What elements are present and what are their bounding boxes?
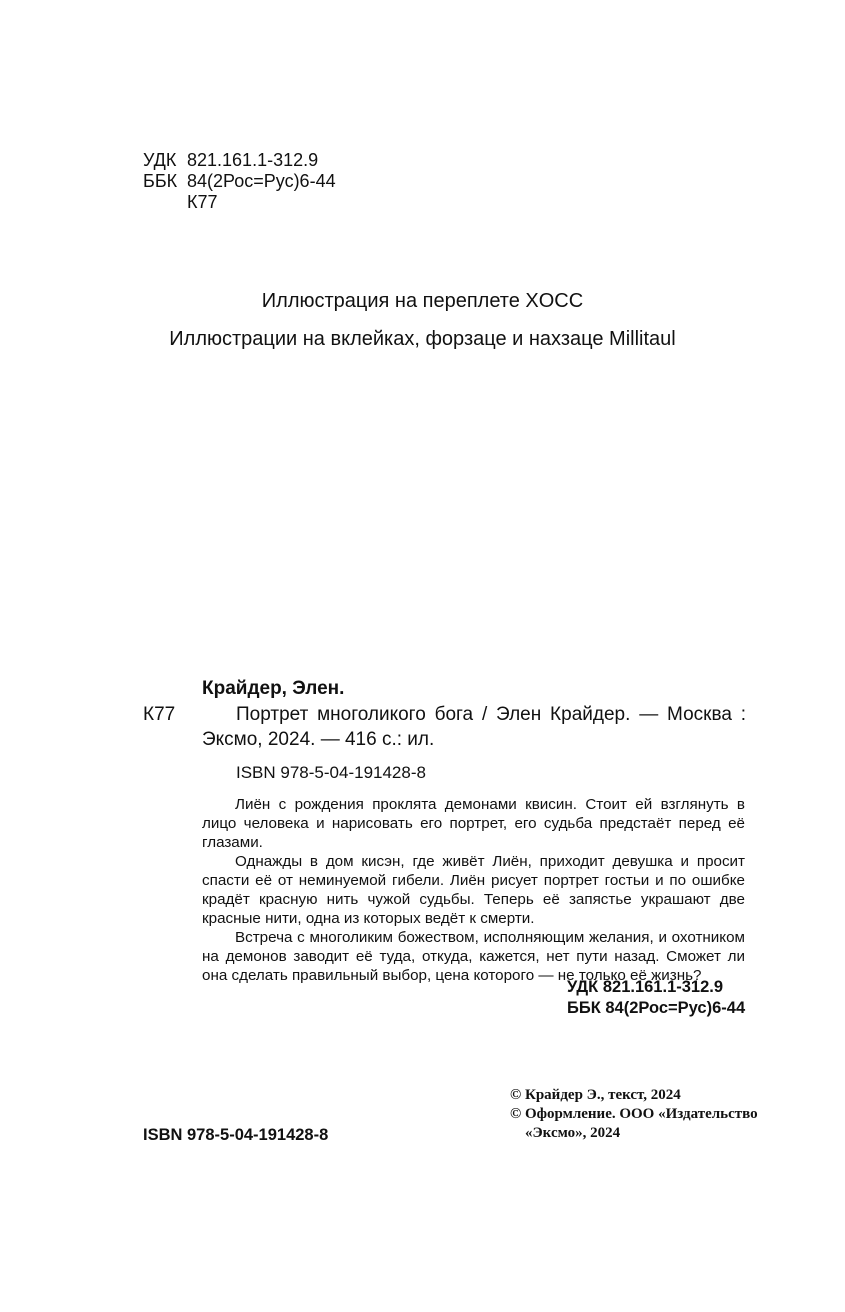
annotation-paragraph-3: Встреча с многоликим божеством, исполняющим желания, и охотником на демонов заводит её туда, откуда, кажется, нет пути назад. Сможет ли она сделать правильный выбор, цена которого — не только её жизнь? — [202, 929, 745, 984]
bbk-label: ББК — [143, 171, 178, 191]
bbk-row — [143, 171, 336, 192]
title-line-1: Портрет многоликого бога / Элен Крайдер. — Москва : — [236, 704, 746, 725]
title-line-2: Эксмо, 2024. — 416 с.: ил. — [202, 729, 435, 750]
copyright-text: © Крайдер Э., текст, 2024 — [510, 1087, 681, 1103]
copyright-design-line-1: © Оформление. ООО «Издательство — [510, 1106, 758, 1122]
udk-bottom: УДК 821.161.1-312.9 — [567, 978, 724, 996]
bbk-value: 84(2Рос=Рус)6-44 — [187, 171, 336, 191]
udk-value: 821.161.1-312.9 — [187, 150, 319, 170]
classification-block-top — [143, 150, 336, 213]
bbk-bottom: ББК 84(2Рос=Рус)6-44 — [567, 999, 746, 1017]
annotation-paragraph-1: Лиён с рождения проклята демонами квисин. Стоит ей взглянуть в лицо человека и нарисовать его портрет, его судьба предстаёт перед её глазами. — [202, 796, 745, 851]
annotation-paragraph-2: Однажды в дом кисэн, где живёт Лиён, приходит девушка и просит спасти её от неминуемой гибели. Лиён рисует портрет гостьи и по ошибке крадёт красную нить чужой судьбы. Теперь её запястье украшают две красные нити, одна из которых ведёт к смерти. — [202, 853, 745, 927]
annotation — [202, 795, 745, 985]
isbn-record: ISBN 978-5-04-191428-8 — [236, 763, 426, 782]
author-mark-top: К77 — [187, 192, 218, 212]
author-mark-side: К77 — [143, 704, 176, 725]
udk-label: УДК — [143, 150, 177, 170]
udk-row — [143, 150, 336, 171]
author-mark-row — [143, 192, 336, 213]
isbn-footer: ISBN 978-5-04-191428-8 — [143, 1126, 329, 1144]
illustration-credit-inserts: Иллюстрации на вклейках, форзаце и нахзаце Millitaul — [169, 328, 676, 350]
copyright-design-line-2: «Эксмо», 2024 — [525, 1125, 621, 1141]
author-heading: Крайдер, Элен. — [202, 678, 345, 699]
illustration-credit-cover: Иллюстрация на переплете XOCC — [261, 290, 584, 312]
